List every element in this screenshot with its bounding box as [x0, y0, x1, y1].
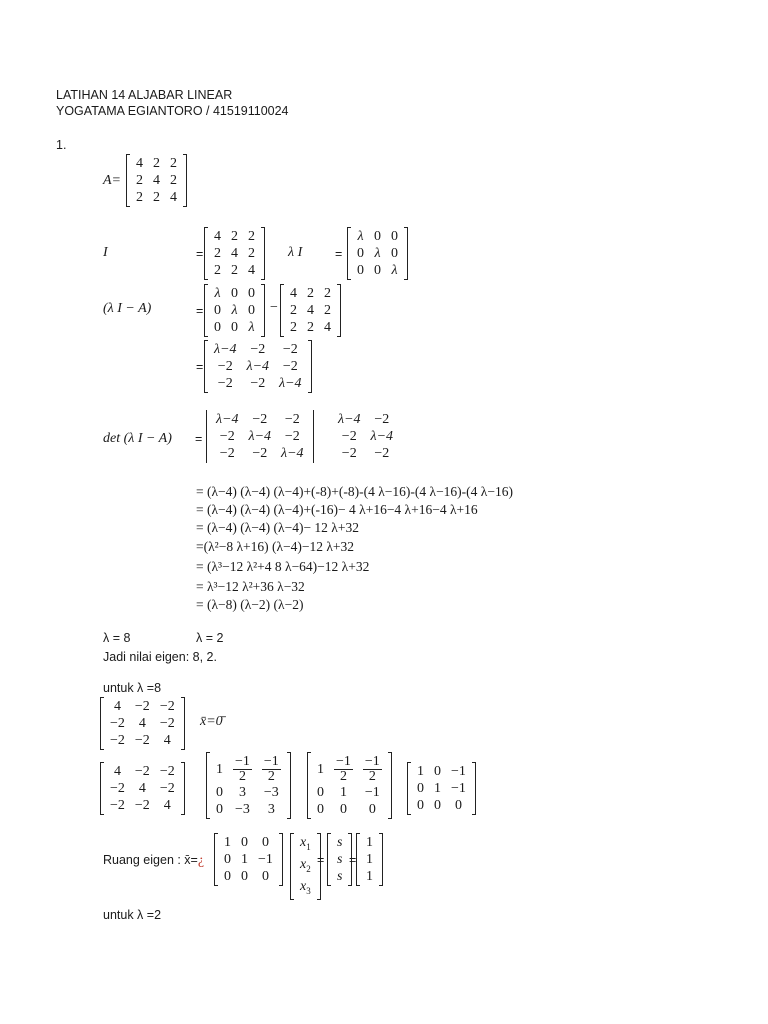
matrix-cell: 3	[238, 785, 246, 800]
eigenspace-eq-1: =	[317, 853, 325, 867]
matrix-cell: −2	[341, 429, 357, 444]
reduce-matrix-4	[407, 762, 476, 815]
matrix-cell: s	[337, 869, 343, 884]
matrix-cell: 4	[153, 173, 160, 188]
det-step-line: = (λ−4) (λ−4) (λ−4)+(-16)− 4 λ+16−4 λ+16−4 λ+16	[196, 502, 478, 517]
matrix-cell: λ	[374, 246, 381, 261]
matrix-cell: −2	[159, 699, 175, 714]
lambda-i-label: λ I	[288, 245, 303, 260]
fraction	[363, 755, 382, 784]
eigenspace-glyph: ¿	[197, 853, 205, 868]
matrix-cell: λ−4	[281, 446, 304, 461]
variable-symbol: x	[300, 878, 307, 894]
lambda-i-matrix-2	[204, 284, 265, 337]
matrix-fraction-cell	[228, 754, 257, 784]
det-matrix	[206, 410, 314, 463]
matrix-cell: 4	[214, 229, 221, 244]
matrix-cell: 2	[248, 229, 255, 244]
document-author: YOGATAMA EGIANTORO / 41519110024	[56, 104, 289, 118]
det-step-line: = (λ³−12 λ²+4 8 λ−64)−12 λ+32	[196, 559, 370, 574]
matrix-cell: 0	[231, 320, 238, 335]
matrix-cell: 1	[434, 781, 441, 796]
matrix-row	[211, 784, 286, 801]
matrix-row	[333, 411, 398, 428]
det-step-line: = (λ−4) (λ−4) (λ−4)+(-8)+(-8)-(4 λ−16)-(4 λ−16)-(4 λ−16)	[196, 484, 513, 499]
matrix-row	[105, 780, 180, 797]
matrix-row	[209, 319, 260, 336]
matrix-row	[131, 172, 182, 189]
matrix-a-copy-table	[285, 285, 336, 336]
matrix-cell: −2	[159, 764, 175, 779]
matrix-row	[211, 411, 309, 428]
matrix-row	[332, 851, 347, 868]
matrix-cell: −2	[284, 412, 300, 427]
matrix-cell: 0	[454, 798, 462, 813]
minus-sign: −	[270, 300, 278, 315]
matrix-a-table	[131, 155, 182, 206]
eigen-variable	[295, 856, 316, 878]
matrix-row	[211, 754, 286, 784]
matrix-row	[361, 851, 378, 868]
matrix-cell: 1	[366, 835, 373, 850]
matrix-cell: 0	[317, 802, 324, 817]
matrix-cell: 2	[153, 190, 160, 205]
matrix-a-label: A=	[103, 173, 121, 188]
matrix-cell: 2	[170, 173, 177, 188]
matrix-cell: λ	[391, 263, 398, 278]
matrix-row	[412, 763, 471, 780]
eigenspace-basis-table	[361, 834, 378, 885]
matrix-a	[126, 154, 187, 207]
matrix-cell: 4	[231, 246, 238, 261]
matrix-cell: 0	[374, 229, 381, 244]
det-matrix-table	[211, 411, 309, 462]
matrix-cell: 4	[163, 733, 171, 748]
matrix-cell: s	[337, 852, 343, 867]
matrix-row	[295, 878, 316, 900]
fraction	[233, 755, 252, 784]
matrix-cell: 0	[317, 785, 324, 800]
matrix-row	[352, 245, 403, 262]
det-augmented-table	[333, 411, 398, 462]
matrix-cell: −1	[364, 785, 380, 800]
matrix-a-copy	[280, 284, 341, 337]
matrix-cell: −3	[235, 802, 250, 817]
eigenspace-label-text: Ruang eigen : x̄=	[103, 853, 198, 867]
eigen-variable	[295, 878, 316, 900]
eigenvalue-8: λ = 8	[103, 631, 131, 645]
matrix-fraction-cell	[358, 754, 387, 784]
matrix-cell: 4	[113, 699, 121, 714]
matrix-row	[285, 319, 336, 336]
matrix-row	[332, 868, 347, 885]
numerator: −1	[336, 753, 351, 769]
matrix-cell: 2	[153, 156, 160, 171]
matrix-row	[105, 732, 180, 749]
matrix-cell: 0	[216, 785, 223, 800]
matrix-cell: 2	[231, 229, 238, 244]
matrix-cell: 0	[391, 229, 398, 244]
identity-eq: =	[196, 247, 204, 261]
matrix-cell: −2	[110, 798, 125, 813]
matrix-cell: 0	[357, 263, 364, 278]
matrix-cell: −1	[451, 781, 466, 796]
matrix-cell: 2	[307, 286, 314, 301]
matrix-cell: −2	[252, 412, 268, 427]
matrix-cell: −2	[250, 342, 266, 357]
matrix-cell: 0	[434, 764, 441, 779]
matrix-row	[209, 285, 260, 302]
identity-label: I	[103, 245, 108, 260]
matrix-cell: 2	[324, 286, 331, 301]
matrix-cell: −2	[282, 359, 298, 374]
matrix-cell: 0	[248, 286, 255, 301]
matrix-cell: 0	[374, 263, 381, 278]
matrix-cell: −2	[217, 376, 233, 391]
matrix-cell: 0	[368, 802, 376, 817]
matrix-cell: 2	[136, 173, 143, 188]
matrix-fraction-cell	[257, 754, 286, 784]
matrix-cell: 0	[391, 246, 398, 261]
matrix-fraction-cell	[329, 754, 358, 784]
matrix-row	[209, 375, 307, 392]
lambda-i-minus-a-result-table	[209, 341, 307, 392]
result-eq: =	[196, 360, 204, 374]
matrix-cell: 2	[170, 156, 177, 171]
matrix-cell: 0	[224, 869, 231, 884]
matrix-cell: 0	[357, 246, 364, 261]
matrix-cell: −2	[110, 733, 125, 748]
identity-matrix	[204, 227, 265, 280]
det-step-line: = (λ−4) (λ−4) (λ−4)− 12 λ+32	[196, 520, 359, 535]
reduce-matrix-2-table	[211, 754, 286, 818]
eigenspace-basis	[356, 833, 383, 886]
det-step-line: =(λ²−8 λ+16) (λ−4)−12 λ+32	[196, 539, 355, 554]
variable-subscript: 2	[306, 863, 311, 874]
matrix-cell: 0	[214, 320, 221, 335]
matrix-cell: −2	[134, 798, 150, 813]
case-8-system-rhs: x̄=0̄	[200, 714, 223, 729]
matrix-cell: λ−4	[216, 412, 239, 427]
matrix-cell: 4	[138, 716, 146, 731]
eigenspace-matrix-table	[219, 834, 278, 885]
reduce-matrix-1-table	[105, 763, 180, 814]
reduce-matrix-2	[206, 752, 291, 819]
eigenvalue-2: λ = 2	[196, 631, 224, 645]
variable-symbol: x	[300, 856, 307, 872]
matrix-cell: 2	[136, 190, 143, 205]
matrix-cell: 2	[231, 263, 238, 278]
lambda-i-minus-a-result	[204, 340, 312, 393]
matrix-cell: 1	[216, 761, 223, 777]
matrix-row	[285, 285, 336, 302]
case-8-system-matrix	[100, 697, 185, 750]
matrix-cell: 2	[214, 246, 221, 261]
matrix-cell: −2	[282, 342, 298, 357]
matrix-cell: 4	[170, 190, 177, 205]
matrix-cell: 0	[241, 835, 248, 850]
matrix-cell: s	[337, 835, 343, 850]
lambda-i-matrix	[347, 227, 408, 280]
matrix-row	[209, 228, 260, 245]
matrix-row	[211, 428, 309, 445]
eigenspace-eq-2: =	[349, 853, 357, 867]
matrix-cell: λ	[357, 229, 364, 244]
denominator: 2	[238, 768, 246, 784]
lambda-i-minus-a-label: (λ I − A)	[103, 301, 152, 316]
matrix-cell: 3	[267, 802, 275, 817]
problem-number: 1.	[56, 138, 67, 152]
lambda-i-eq: =	[335, 247, 343, 261]
matrix-row	[131, 155, 182, 172]
matrix-cell: 0	[241, 869, 248, 884]
denominator: 2	[339, 768, 347, 784]
matrix-cell: 4	[113, 764, 121, 779]
variable-subscript: 3	[306, 885, 311, 896]
matrix-cell: λ−4	[279, 376, 302, 391]
matrix-row	[131, 189, 182, 206]
matrix-cell: 2	[290, 320, 297, 335]
reduce-matrix-3	[307, 752, 392, 819]
matrix-cell: −2	[252, 446, 268, 461]
case-8-heading: untuk λ =8	[103, 681, 162, 695]
lambda-i-matrix-table	[352, 228, 403, 279]
matrix-cell: 0	[216, 802, 223, 817]
matrix-cell: −2	[134, 699, 150, 714]
matrix-cell: 0	[261, 869, 269, 884]
matrix-cell: −1	[258, 852, 273, 867]
matrix-cell: −2	[159, 716, 175, 731]
matrix-cell: λ	[231, 303, 238, 318]
document-title: LATIHAN 14 ALJABAR LINEAR	[56, 88, 233, 102]
matrix-row	[312, 801, 387, 818]
matrix-cell: −2	[110, 716, 125, 731]
matrix-row	[412, 797, 471, 814]
matrix-row	[295, 834, 316, 856]
matrix-row	[209, 358, 307, 375]
matrix-row	[105, 797, 180, 814]
case-2-heading: untuk λ =2	[103, 908, 162, 922]
matrix-cell: 0	[417, 781, 424, 796]
matrix-cell: 1	[241, 852, 248, 867]
matrix-row	[105, 715, 180, 732]
matrix-row	[312, 754, 387, 784]
matrix-row	[209, 245, 260, 262]
matrix-cell: 4	[248, 263, 255, 278]
det-label: det (λ I − A)	[103, 431, 172, 446]
matrix-cell: 1	[417, 764, 424, 779]
matrix-cell: 1	[224, 835, 231, 850]
matrix-cell: 4	[138, 781, 146, 796]
variable-symbol: x	[300, 835, 307, 850]
matrix-cell: λ	[248, 320, 255, 335]
matrix-row	[312, 784, 387, 801]
det-step-line: = (λ−8) (λ−2) (λ−2)	[196, 597, 304, 612]
reduce-matrix-1	[100, 762, 185, 815]
matrix-cell: 2	[307, 320, 314, 335]
eigenspace-matrix	[214, 833, 283, 886]
matrix-cell: −2	[219, 446, 235, 461]
numerator: −1	[263, 753, 279, 769]
matrix-row	[332, 834, 347, 851]
matrix-cell: −2	[134, 733, 150, 748]
matrix-cell: λ−4	[214, 342, 237, 357]
matrix-cell: 0	[214, 303, 221, 318]
matrix-row	[333, 428, 398, 445]
det-eq: =	[195, 432, 203, 446]
matrix-row	[219, 851, 278, 868]
matrix-cell: 0	[434, 798, 441, 813]
fraction	[334, 755, 353, 784]
matrix-row	[105, 763, 180, 780]
matrix-cell: 1	[366, 869, 373, 884]
lambda-i-minus-a-eq: =	[196, 304, 204, 318]
matrix-row	[361, 868, 378, 885]
matrix-cell: λ−4	[248, 429, 272, 444]
matrix-cell: 1	[366, 852, 373, 867]
matrix-cell: −2	[284, 429, 300, 444]
fraction	[262, 755, 281, 784]
matrix-row	[333, 445, 398, 462]
matrix-cell: λ−4	[338, 412, 361, 427]
det-augmented-cols	[332, 411, 398, 462]
variable-subscript: 1	[306, 841, 311, 852]
matrix-row	[352, 262, 403, 279]
matrix-row	[211, 801, 286, 818]
reduce-matrix-4-table	[412, 763, 471, 814]
matrix-row	[105, 698, 180, 715]
matrix-cell: 0	[248, 303, 255, 318]
matrix-cell: −2	[250, 376, 266, 391]
eigen-variable	[295, 834, 316, 856]
matrix-cell: 4	[136, 156, 143, 171]
matrix-cell: −2	[341, 446, 357, 461]
matrix-row	[209, 302, 260, 319]
matrix-row	[361, 834, 378, 851]
matrix-cell: λ−4	[246, 359, 270, 374]
matrix-row	[412, 780, 471, 797]
matrix-cell: −2	[217, 359, 233, 374]
det-step-line: = λ³−12 λ²+36 λ−32	[196, 579, 305, 594]
matrix-cell: 2	[290, 303, 297, 318]
matrix-cell: 2	[324, 303, 331, 318]
matrix-cell: 1	[317, 761, 324, 777]
matrix-cell: 0	[224, 852, 231, 867]
lambda-i-matrix-2-table	[209, 285, 260, 336]
eigenspace-label	[103, 853, 204, 869]
matrix-cell: −2	[134, 764, 150, 779]
matrix-cell: −2	[374, 412, 390, 427]
case-8-system-table	[105, 698, 180, 749]
matrix-row	[285, 302, 336, 319]
denominator: 2	[368, 768, 376, 784]
matrix-cell: λ−4	[370, 429, 394, 444]
matrix-row	[219, 834, 278, 851]
matrix-row	[209, 341, 307, 358]
denominator: 2	[267, 768, 275, 784]
matrix-cell: 1	[339, 785, 347, 800]
numerator: −1	[364, 753, 380, 769]
matrix-cell: −2	[219, 429, 235, 444]
identity-matrix-table	[209, 228, 260, 279]
matrix-row	[209, 262, 260, 279]
matrix-cell: −2	[374, 446, 390, 461]
matrix-cell: 0	[417, 798, 424, 813]
eigen-conclusion: Jadi nilai eigen: 8, 2.	[103, 650, 217, 664]
matrix-row	[295, 856, 316, 878]
matrix-cell: 4	[307, 303, 314, 318]
matrix-row	[219, 868, 278, 885]
matrix-cell: 0	[261, 835, 269, 850]
matrix-cell: 4	[163, 798, 171, 813]
matrix-row	[352, 228, 403, 245]
matrix-cell: −2	[110, 781, 125, 796]
matrix-cell: 0	[339, 802, 347, 817]
matrix-cell: λ	[214, 286, 221, 301]
eigenspace-vars-table	[295, 834, 316, 899]
matrix-cell: 0	[231, 286, 238, 301]
matrix-row	[211, 445, 309, 462]
reduce-matrix-3-table	[312, 754, 387, 818]
matrix-cell: 4	[324, 320, 331, 335]
eigenspace-params-table	[332, 834, 347, 885]
matrix-cell: 2	[248, 246, 255, 261]
matrix-cell: −2	[159, 781, 175, 796]
numerator: −1	[235, 753, 250, 769]
matrix-cell: −3	[263, 785, 279, 800]
matrix-cell: 2	[214, 263, 221, 278]
matrix-cell: −1	[451, 764, 466, 779]
matrix-cell: 4	[290, 286, 297, 301]
